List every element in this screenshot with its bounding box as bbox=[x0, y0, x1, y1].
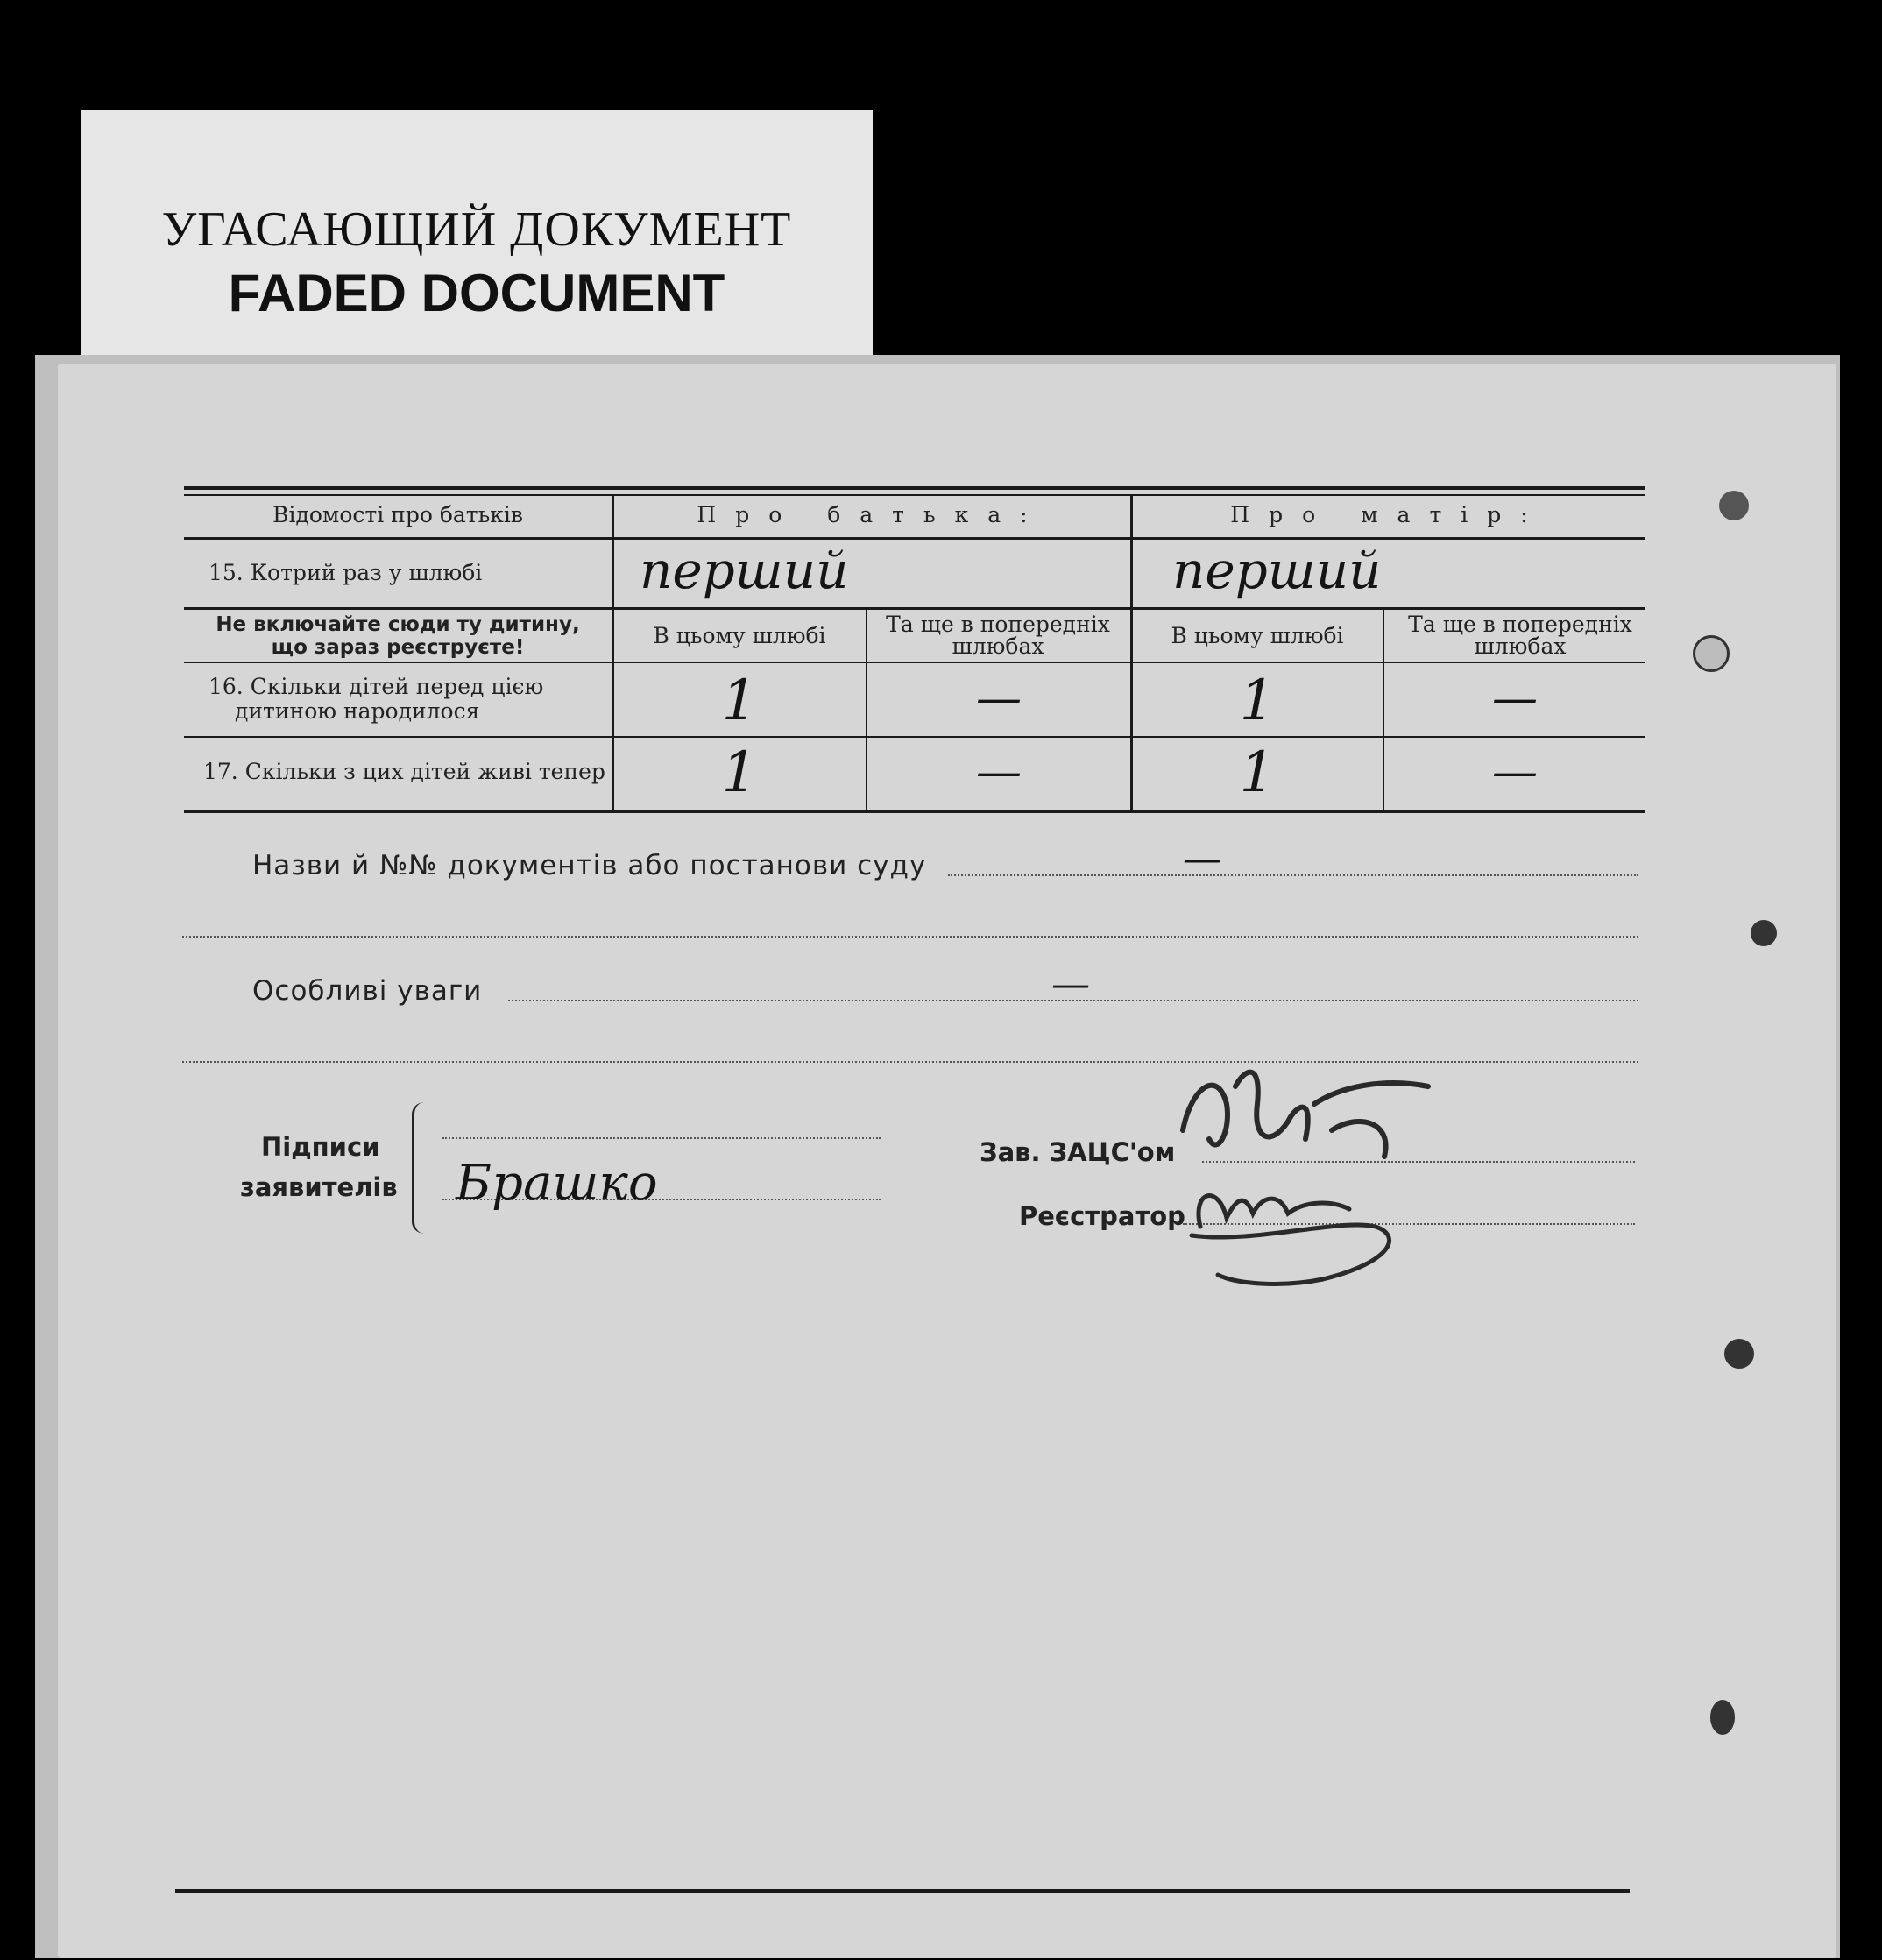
row15-mother-handwritten: перший bbox=[1172, 541, 1382, 600]
remarks-handwritten-dash: — bbox=[1051, 962, 1090, 1007]
documents-dotted-line-2 bbox=[182, 936, 1638, 938]
label-english: FADED DOCUMENT bbox=[228, 264, 725, 322]
table-rule bbox=[184, 537, 1645, 540]
subheader-father-this-marriage: В цьому шлюбі bbox=[653, 623, 826, 648]
subheader-father-previous-marriages: Та ще в попередніх шлюбах bbox=[886, 612, 1110, 659]
header-parents-info: Відомості про батьків bbox=[272, 502, 523, 527]
subheader-mother-previous-marriages: Та ще в попередніх шлюбах bbox=[1408, 612, 1632, 659]
applicants-label-line1: Підписи bbox=[261, 1132, 380, 1162]
table-top-rule bbox=[184, 486, 1645, 490]
row16-mother-previous: — bbox=[1492, 672, 1538, 725]
header-mother: Про матір: bbox=[1230, 502, 1547, 527]
punch-hole-icon bbox=[1693, 635, 1730, 672]
row16-father-this: 1 bbox=[721, 669, 758, 733]
subheader-mother-this-marriage: В цьому шлюбі bbox=[1171, 623, 1344, 648]
row15-label: 15. Котрий раз у шлюбі bbox=[209, 560, 483, 585]
row17-label: 17. Скільки з цих дітей живі тепер bbox=[203, 759, 605, 784]
row16-label-line1: 16. Скільки дітей перед цією bbox=[209, 674, 544, 699]
label-russian: УГАСАЮЩИЙ ДОКУМЕНТ bbox=[161, 202, 792, 257]
applicant-signature-line-1 bbox=[442, 1137, 881, 1139]
note-line2: що зараз реєструєте! bbox=[271, 636, 525, 659]
registrar-label: Реєстратор bbox=[1019, 1201, 1185, 1231]
applicants-label-line2: заявителів bbox=[240, 1172, 398, 1202]
table-top-rule-thin bbox=[184, 494, 1645, 496]
table-rule bbox=[184, 607, 1645, 610]
table-bottom-rule bbox=[184, 810, 1645, 813]
documents-label: Назви й №№ документів або постанови суду bbox=[252, 850, 927, 881]
punch-hole-icon bbox=[1719, 491, 1749, 520]
table-rule bbox=[184, 662, 1645, 663]
row15-father-handwritten: перший bbox=[640, 541, 849, 600]
remarks-label: Особливі уваги bbox=[252, 975, 483, 1007]
parents-table bbox=[184, 486, 1645, 813]
official-signatures-icon bbox=[1165, 1051, 1463, 1297]
table-rule bbox=[184, 736, 1645, 738]
row16-label-line2: дитиною народилося bbox=[235, 698, 480, 724]
row17-father-this: 1 bbox=[721, 740, 758, 805]
row17-father-previous: — bbox=[976, 746, 1022, 798]
bottom-rule bbox=[175, 1889, 1630, 1893]
punch-hole-icon bbox=[1724, 1339, 1754, 1369]
header-father: Про батька: bbox=[697, 502, 1047, 527]
applicant-signature: Брашко bbox=[456, 1155, 658, 1212]
row17-mother-this: 1 bbox=[1239, 740, 1276, 805]
punch-hole-icon bbox=[1710, 1700, 1735, 1735]
row17-mother-previous: — bbox=[1492, 746, 1538, 798]
documents-handwritten-dash: — bbox=[1183, 837, 1221, 881]
head-zags-label: Зав. ЗАЦС'ом bbox=[980, 1137, 1176, 1167]
documents-dotted-line bbox=[948, 874, 1638, 876]
punch-hole-icon bbox=[1751, 920, 1777, 946]
row16-father-previous: — bbox=[976, 672, 1022, 725]
signature-brace bbox=[412, 1102, 428, 1234]
note-line1: Не включайте сюди ту дитину, bbox=[216, 613, 580, 636]
faded-document-label bbox=[81, 110, 873, 364]
row16-mother-this: 1 bbox=[1239, 669, 1276, 733]
